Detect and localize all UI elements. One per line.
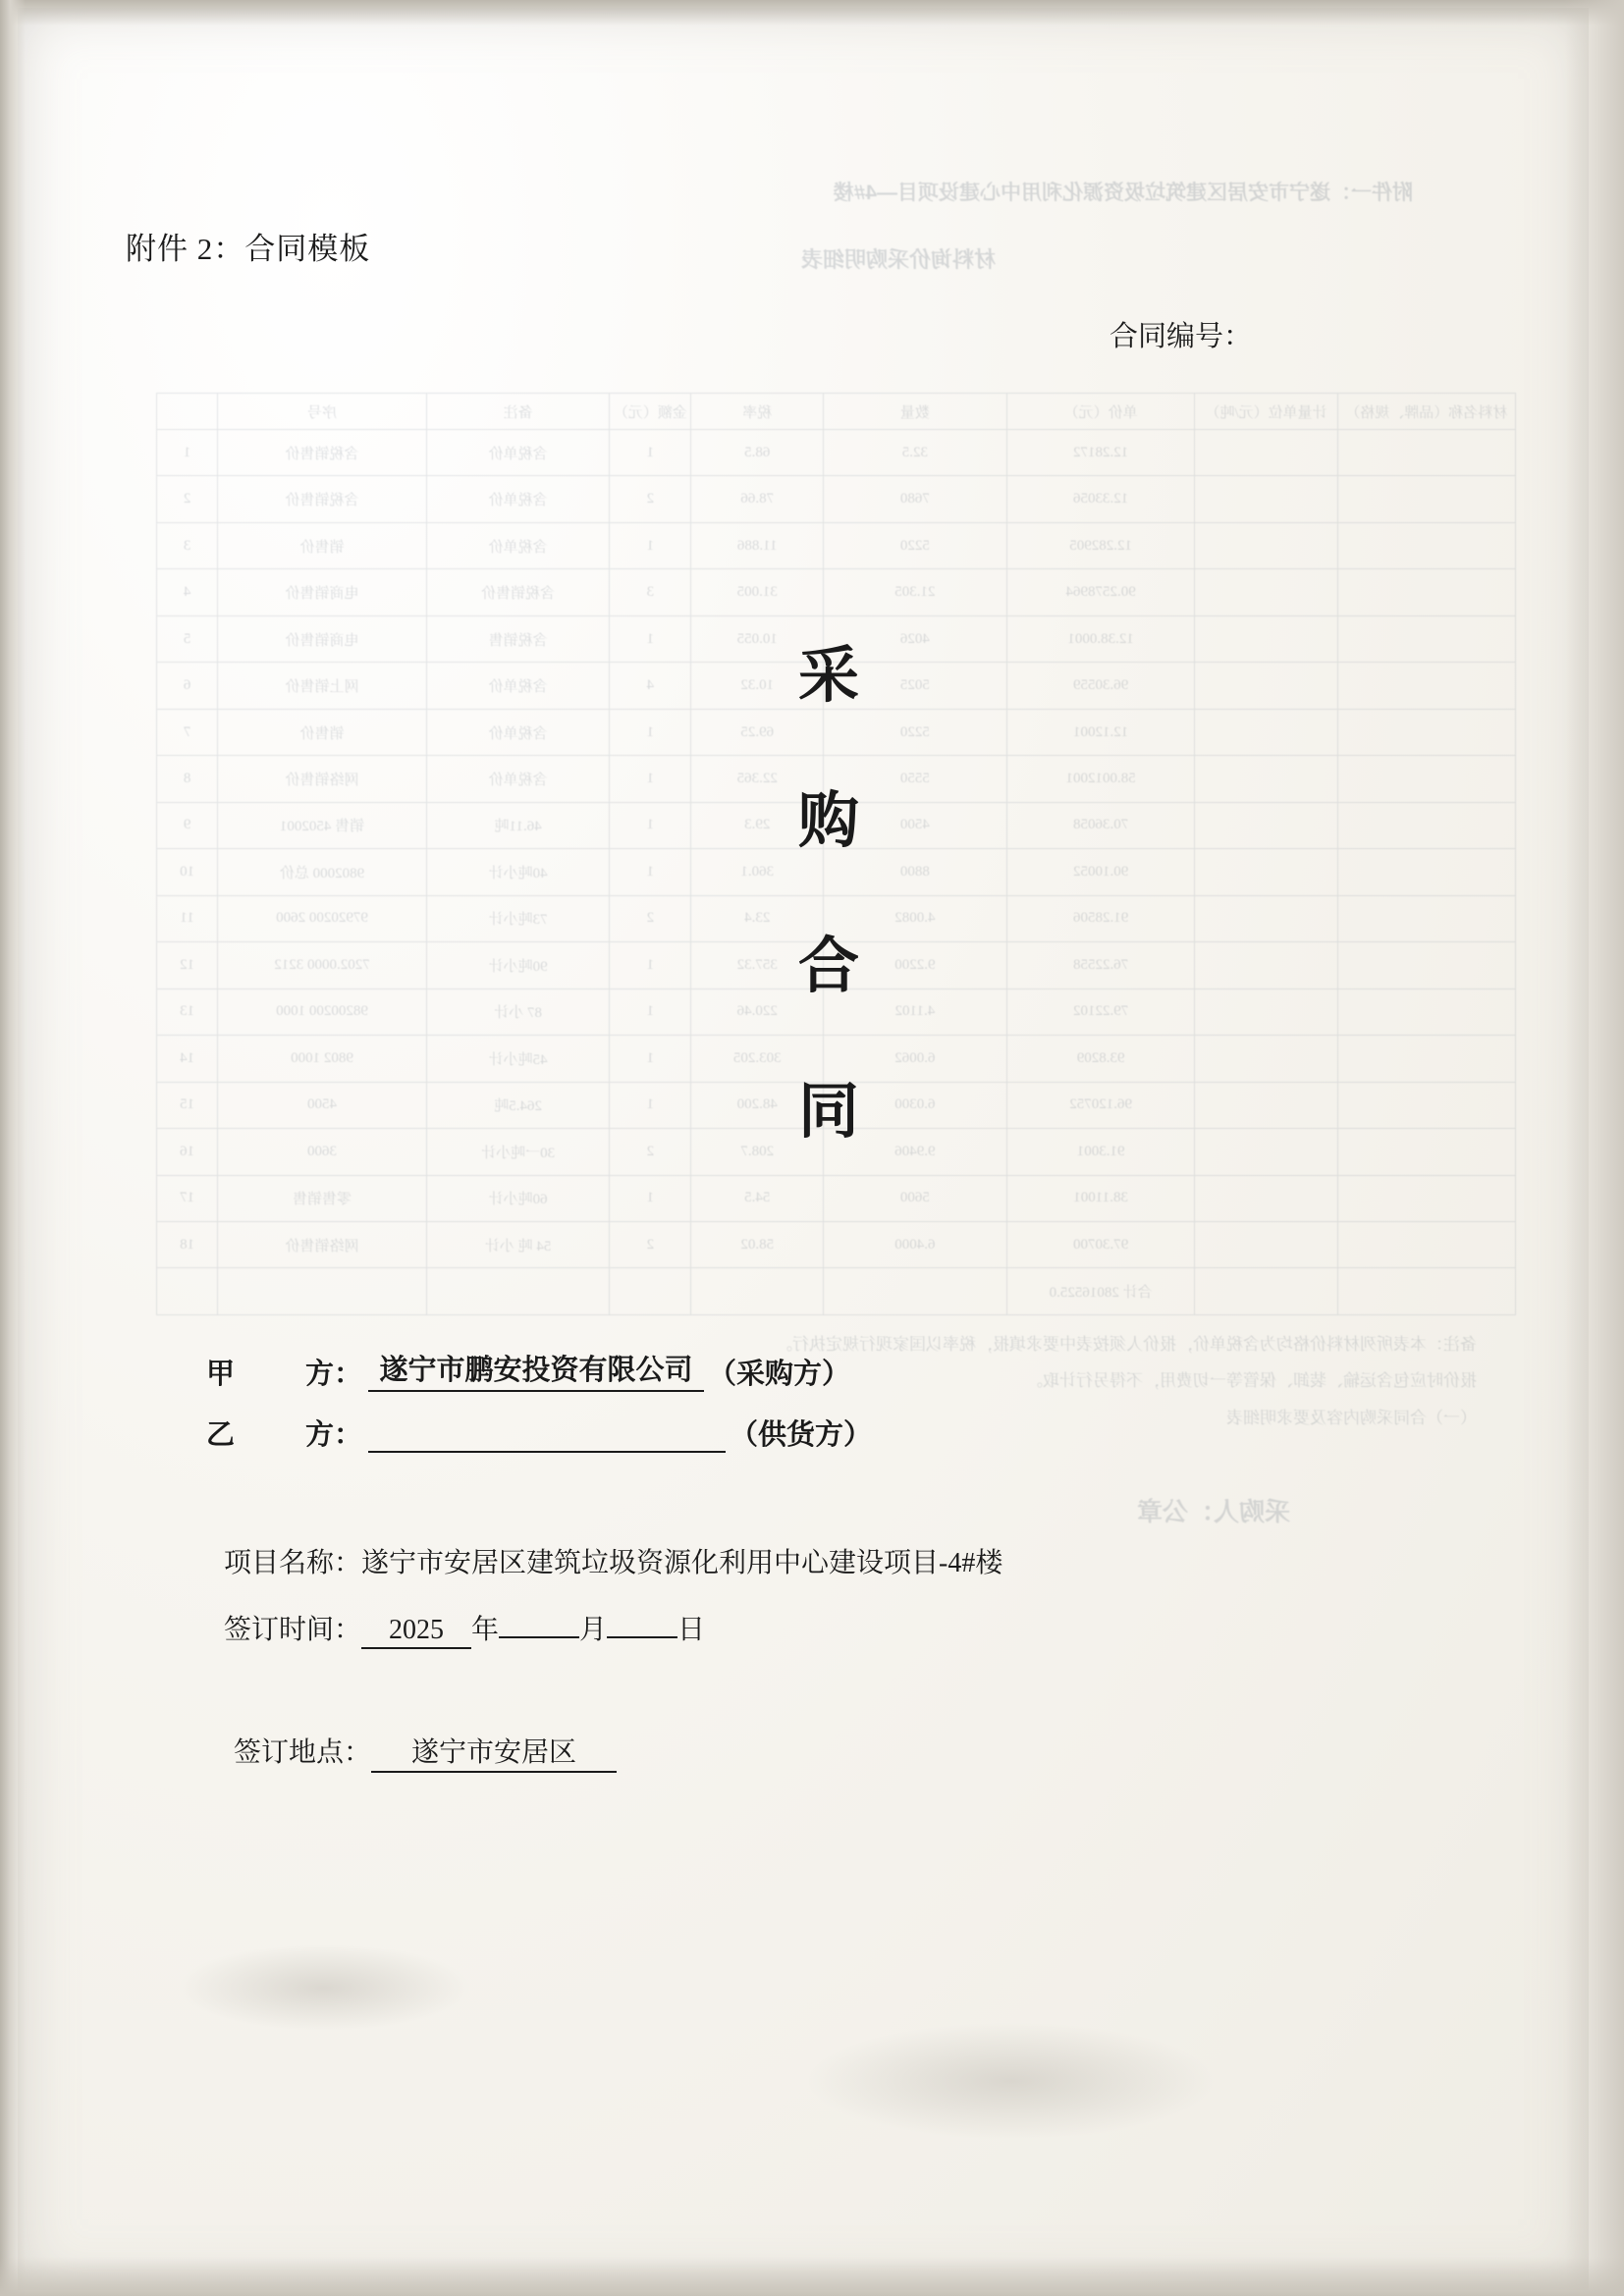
bleed-th: 序号: [218, 394, 427, 430]
bleed-cell: 12: [157, 942, 218, 988]
bleed-cell: 54.5: [691, 1175, 824, 1221]
bleed-cell: 4500: [824, 802, 1007, 848]
bleed-cell: 含税销售: [426, 615, 610, 662]
bleed-cell: 357.32: [691, 942, 824, 988]
bleed-cell: 360.1: [691, 849, 824, 895]
bleed-cell: 4: [157, 569, 218, 615]
bleed-cell: 含税单价: [426, 709, 610, 755]
bleed-note-3: （一）合同采购内容及要求明细表: [1226, 1409, 1477, 1427]
bleed-cell: 6: [157, 663, 218, 709]
sign-date-row: [224, 1608, 1002, 1649]
bleed-cell: 96.30559: [1006, 663, 1195, 709]
page-title: [731, 604, 928, 1185]
bleed-cell: 93.8209: [1006, 1036, 1195, 1082]
bleed-cell: 29.3: [691, 802, 824, 848]
bleed-cell: 6.0062: [824, 1036, 1007, 1082]
bleed-cell: 网络销售价: [218, 1221, 427, 1267]
bleed-cell: 合计 28016525.0: [1006, 1268, 1195, 1315]
bleed-cell: 1: [610, 1175, 691, 1221]
bleed-cell: 1: [610, 756, 691, 802]
bleed-cell: 13: [157, 988, 218, 1035]
bleed-cell: 网上销售价: [218, 663, 427, 709]
bleed-cell: 9.9406: [824, 1129, 1007, 1175]
bleed-cell: 含税单价: [426, 663, 610, 709]
bleed-cell: 1: [610, 1082, 691, 1128]
bleed-cell: 303.205: [691, 1036, 824, 1082]
bleed-cell: 含税单价: [426, 522, 610, 568]
party-a-suffix: （采购方）: [708, 1359, 851, 1390]
bleed-signature: 采购人：公章: [1136, 1497, 1290, 1526]
contract-info-block: [224, 1541, 1002, 1677]
bleed-cell: 54 吨 小计: [426, 1221, 610, 1267]
bleed-cell: 3600: [218, 1129, 427, 1175]
bleed-cell: 79.22102: [1006, 988, 1195, 1035]
attachment-label: 附件 2：合同模板: [126, 232, 371, 266]
bleed-cell: 18: [157, 1221, 218, 1267]
bleed-cell: 1: [610, 988, 691, 1035]
bleed-cell: 12.28172: [1006, 430, 1195, 476]
party-a-key-char-1: 甲: [206, 1359, 236, 1390]
project-name-label: 项目名称：: [224, 1548, 362, 1578]
bleed-cell: 4.1102: [824, 988, 1007, 1035]
bleed-cell: 2: [610, 1221, 691, 1267]
bleed-th: 备注: [426, 394, 610, 430]
bleed-cell: 7: [157, 709, 218, 755]
bleed-cell: 2: [157, 476, 218, 522]
bleed-cell: 含税单价: [426, 430, 610, 476]
bleed-cell: 销售价: [218, 709, 427, 755]
bleed-cell: 1: [610, 802, 691, 848]
sign-month-value[interactable]: [499, 1635, 579, 1638]
bleed-cell: 零售销售: [218, 1175, 427, 1221]
bleed-cell: 90.2578964: [1006, 569, 1195, 615]
bleed-cell: 1: [610, 615, 691, 662]
bleed-cell: 5: [157, 615, 218, 662]
party-a-value[interactable]: 遂宁市鹏安投资有限公司: [368, 1348, 704, 1392]
bleed-cell: 1: [610, 709, 691, 755]
bleed-cell: 9: [157, 802, 218, 848]
project-name-row: [224, 1541, 1002, 1580]
bleed-cell: 2: [610, 895, 691, 941]
bleed-cell: 4.0082: [824, 895, 1007, 941]
bleed-cell: 70.36058: [1006, 802, 1195, 848]
party-a-row: [206, 1353, 872, 1392]
bleed-cell: 58.0012001: [1006, 756, 1195, 802]
title-char-2: 购: [797, 788, 861, 855]
bleed-cell: 2: [610, 476, 691, 522]
parties-block: [206, 1353, 872, 1474]
party-b-colon: ：: [334, 1419, 363, 1451]
bleed-cell: 6.0300: [824, 1082, 1007, 1128]
bleed-cell: 销售价: [218, 522, 427, 568]
bleed-cell: 17: [157, 1175, 218, 1221]
sign-day-value[interactable]: [607, 1635, 677, 1638]
bleed-cell: 含税销售价: [426, 569, 610, 615]
bleed-cell: 58.02: [691, 1221, 824, 1267]
bleed-cell: 1: [610, 430, 691, 476]
bleed-th: 单价（元）: [1006, 394, 1195, 430]
bleed-cell: 10: [157, 849, 218, 895]
bleed-cell: 12.38.0001: [1006, 615, 1195, 662]
bleed-th: 材料名称（品牌、规格）: [1337, 394, 1515, 430]
sign-year-unit: 年: [471, 1615, 500, 1645]
bleed-cell: 40吨小计: [426, 849, 610, 895]
party-a-key-char-2: 方: [304, 1359, 334, 1390]
party-a-key: [206, 1352, 334, 1392]
bleed-cell: 9.2200: [824, 942, 1007, 988]
bleed-cell: 46.11吨: [426, 802, 610, 848]
bleed-cell: 6.4000: [824, 1221, 1007, 1267]
project-name-value[interactable]: 遂宁市安居区建筑垃圾资源化利用中心建设项目-4#楼: [361, 1548, 1003, 1578]
bleed-cell: 23.4: [691, 895, 824, 941]
bleed-cell: 97.30700: [1006, 1221, 1195, 1267]
bleed-cell: 32.5: [824, 430, 1007, 476]
bleed-cell: 11: [157, 895, 218, 941]
party-b-key: [206, 1413, 334, 1453]
bleed-cell: 97920200 2600: [218, 895, 427, 941]
bleed-cell: 90.10052: [1006, 849, 1195, 895]
bleed-cell: 60吨小计: [426, 1175, 610, 1221]
sign-place-row: [234, 1731, 617, 1773]
sign-month-unit: 月: [579, 1615, 608, 1645]
bleed-cell: 4026: [824, 615, 1007, 662]
bleed-cell: 91.3001: [1006, 1129, 1195, 1175]
sign-year-value[interactable]: 2025: [361, 1615, 471, 1649]
bleed-cell: 1: [610, 1036, 691, 1082]
bleed-top-subtitle: 材料询价采购明细表: [800, 247, 996, 272]
bleed-cell: 68.5: [691, 430, 824, 476]
bleed-cell: 3: [610, 569, 691, 615]
bleed-th: 计量单位（元/吨）: [1195, 394, 1337, 430]
bleed-cell: 208.7: [691, 1129, 824, 1175]
party-a-colon: ：: [334, 1359, 363, 1390]
bleed-cell: 31.005: [691, 569, 824, 615]
bleed-th: 税率: [691, 394, 824, 430]
party-b-key-char-2: 方: [304, 1419, 334, 1451]
bleed-cell: 2: [610, 1129, 691, 1175]
bleed-cell: 21.305: [824, 569, 1007, 615]
bleed-cell: 4500: [218, 1082, 427, 1128]
bleed-cell: 8800: [824, 849, 1007, 895]
sign-date-label: 签订时间：: [224, 1615, 362, 1645]
sign-day-unit: 日: [677, 1615, 706, 1645]
bleed-cell: 90吨小计: [426, 942, 610, 988]
sign-place-value[interactable]: 遂宁市安居区: [371, 1731, 617, 1773]
bleed-cell: 76.22558: [1006, 942, 1195, 988]
bleed-cell: 10.055: [691, 615, 824, 662]
bleed-cell: 48.200: [691, 1082, 824, 1128]
bleed-cell: 含税销售价: [218, 430, 427, 476]
bleed-cell: 96.120752: [1006, 1082, 1195, 1128]
bleed-note-2: 报价时应包含运输、装卸、保管等一切费用，不得另行计取。: [1026, 1371, 1477, 1390]
bleed-cell: 38.11001: [1006, 1175, 1195, 1221]
bleed-cell: 5600: [824, 1175, 1007, 1221]
bleed-cell: 8: [157, 756, 218, 802]
bleed-cell: 1: [157, 430, 218, 476]
bleed-cell: 30一吨小计: [426, 1129, 610, 1175]
bleed-cell: 220.46: [691, 988, 824, 1035]
bleed-cell: 22.365: [691, 756, 824, 802]
bleed-cell: 91.28506: [1006, 895, 1195, 941]
bleed-cell: 69.25: [691, 709, 824, 755]
bleed-cell: 73吨小计: [426, 895, 610, 941]
bleed-cell: 1: [610, 522, 691, 568]
bleed-cell: 5025: [824, 663, 1007, 709]
bleed-cell: 264.5吨: [426, 1082, 610, 1128]
bleed-cell: 87 小计: [426, 988, 610, 1035]
bleed-cell: 78.66: [691, 476, 824, 522]
bleed-cell: 1: [610, 942, 691, 988]
bleed-cell: 10.32: [691, 663, 824, 709]
title-char-1: 采: [797, 643, 861, 710]
bleed-cell: 45吨小计: [426, 1036, 610, 1082]
bleed-cell: 含税单价: [426, 756, 610, 802]
contract-number-label: 合同编号：: [1110, 321, 1253, 352]
bleed-note-1: 备注：本表所列材料价格均为含税单价，报价人须按表中要求填报，税率以国家现行规定执行。: [776, 1335, 1477, 1354]
bleed-cell: 7202.0000 3212: [218, 942, 427, 988]
title-char-3: 合: [797, 934, 861, 1000]
bleed-cell: 7680: [824, 476, 1007, 522]
bleed-cell: 12.12001: [1006, 709, 1195, 755]
bleed-cell: 14: [157, 1036, 218, 1082]
bleed-cell: 4: [610, 663, 691, 709]
party-b-value[interactable]: [368, 1449, 726, 1453]
bleed-cell: 1: [610, 849, 691, 895]
party-b-suffix: （供货方）: [730, 1419, 873, 1451]
bleed-cell: 3: [157, 522, 218, 568]
bleed-cell: 销售 4502001: [218, 802, 427, 848]
bleed-top-title: 附件一：遂宁市安居区建筑垃圾资源化利用中心建设项目—4#楼: [833, 182, 1413, 204]
bleed-cell: 15: [157, 1082, 218, 1128]
bleed-cell: 12.33056: [1006, 476, 1195, 522]
bleed-cell: 11.886: [691, 522, 824, 568]
bleed-cell: 含税销售价: [218, 476, 427, 522]
bleed-cell: 98200200 1000: [218, 988, 427, 1035]
bleed-th: 金额（元）: [610, 394, 691, 430]
bleed-cell: 5220: [824, 709, 1007, 755]
party-b-key-char-1: 乙: [206, 1419, 236, 1451]
party-b-row: [206, 1414, 872, 1453]
bleed-cell: 9802000 总价: [218, 849, 427, 895]
bleed-cell: 9802 1000: [218, 1036, 427, 1082]
bleed-cell: 5220: [824, 522, 1007, 568]
title-char-4: 同: [797, 1079, 861, 1146]
bleed-cell: 电商销售价: [218, 615, 427, 662]
bleed-cell: 网络销售价: [218, 756, 427, 802]
bleed-cell: 电商销售价: [218, 569, 427, 615]
bleed-th: 数量: [824, 394, 1007, 430]
sign-place-label: 签订地点：: [234, 1737, 372, 1768]
bleed-cell: 5550: [824, 756, 1007, 802]
bleed-cell: 含税单价: [426, 476, 610, 522]
bleed-cell: 12.282905: [1006, 522, 1195, 568]
bleed-cell: 16: [157, 1129, 218, 1175]
